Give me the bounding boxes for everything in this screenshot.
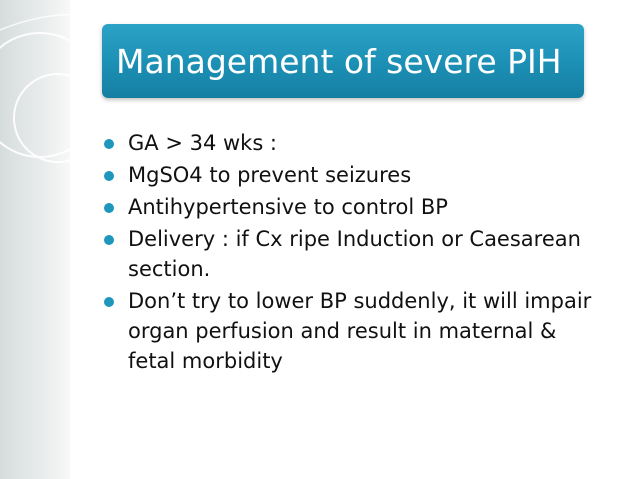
bullet-dot-icon — [104, 203, 114, 213]
bullet-dot-icon — [104, 171, 114, 181]
title-bar — [102, 24, 584, 98]
bullet-item — [101, 192, 601, 222]
bullet-list — [101, 128, 601, 378]
bullet-item — [101, 224, 601, 284]
bullet-item — [101, 160, 601, 190]
bullet-text: Delivery : if Cx ripe Induction or Caesarean section. — [128, 227, 581, 281]
slide-title: Management of severe PIH — [116, 41, 562, 81]
bullet-dot-icon — [104, 139, 114, 149]
bullet-dot-icon — [104, 297, 114, 307]
bullet-dot-icon — [104, 235, 114, 245]
bullet-item — [101, 286, 601, 376]
bullet-text: MgSO4 to prevent seizures — [128, 163, 412, 187]
bullet-text: Don’t try to lower BP suddenly, it will impair organ perfusion and result in maternal & fetal morbidity — [128, 289, 592, 373]
bullet-text: Antihypertensive to control BP — [128, 195, 448, 219]
bullet-text: GA > 34 wks : — [128, 131, 278, 155]
bullet-item — [101, 128, 601, 158]
